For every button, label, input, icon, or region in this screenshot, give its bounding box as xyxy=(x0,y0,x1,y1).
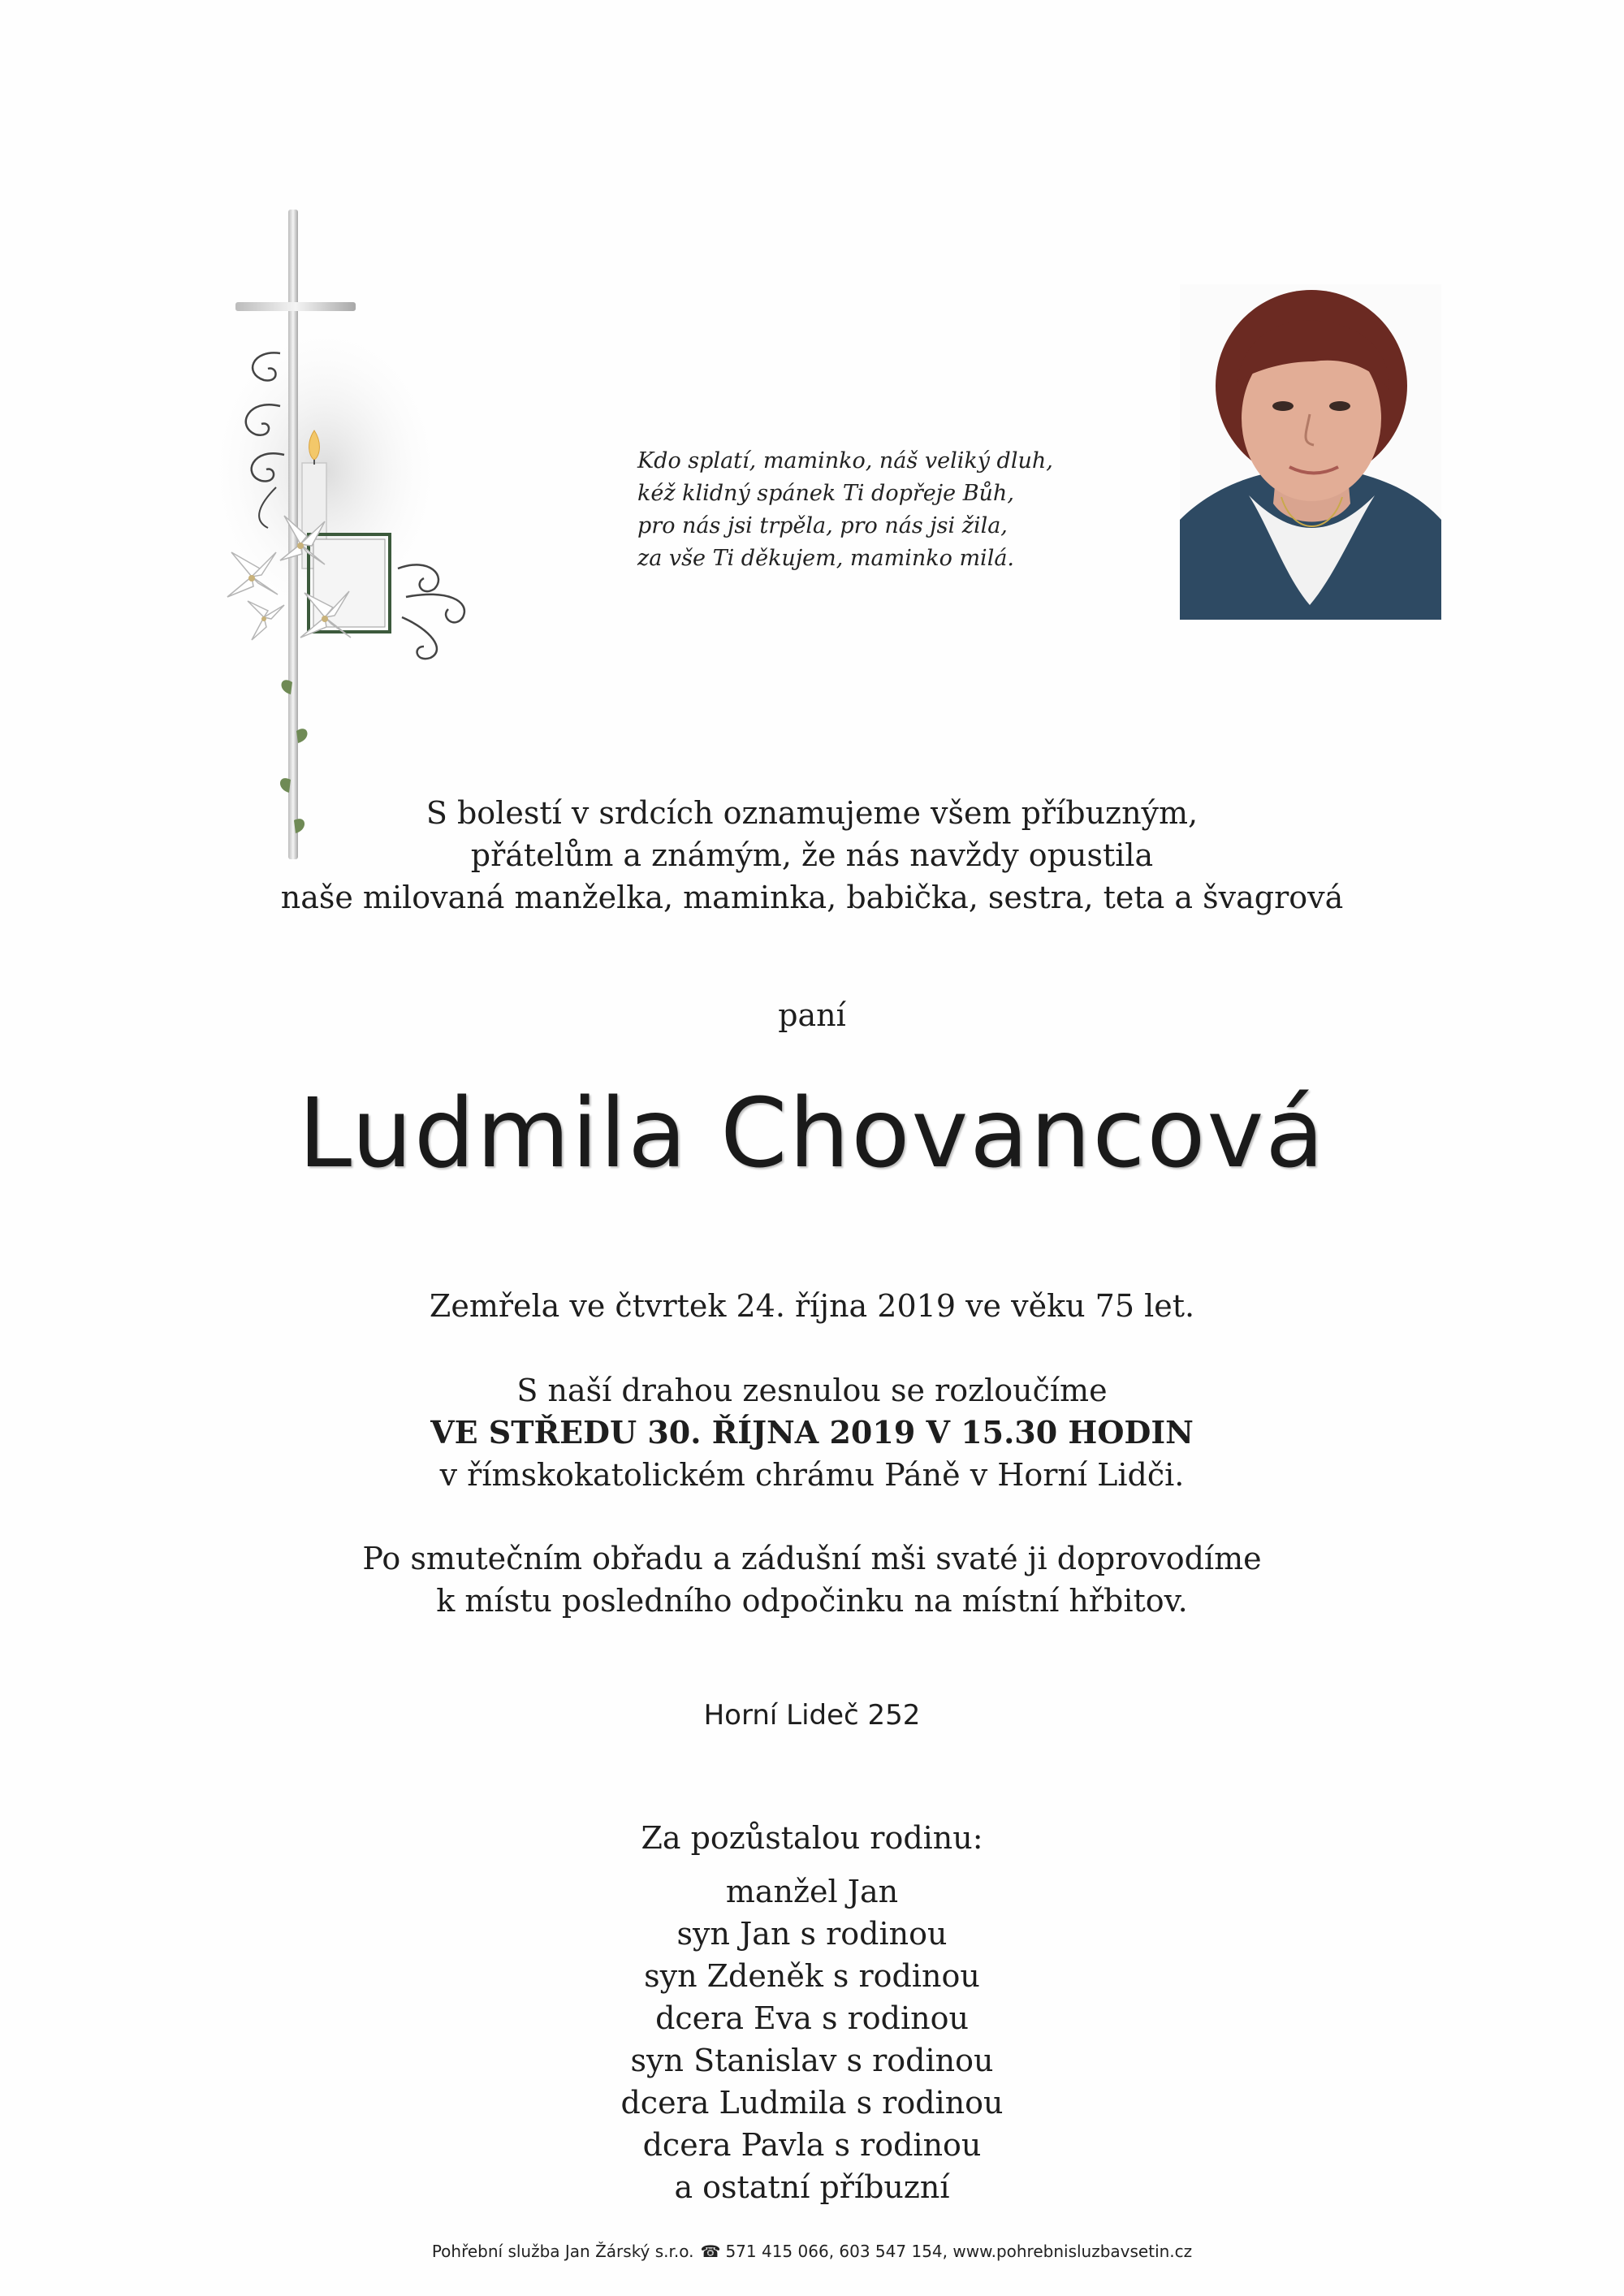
address: Horní Lideč 252 xyxy=(703,1699,921,1732)
poem-line: kéž klidný spánek Ti dopřeje Bůh, xyxy=(637,481,1014,506)
family-member: manžel Jan xyxy=(725,1874,899,1909)
family-member: syn Zdeněk s rodinou xyxy=(644,1958,980,1994)
poem-line: Kdo splatí, maminko, náš veliký dluh, xyxy=(637,448,1053,473)
announcement-intro xyxy=(0,792,1624,919)
family-member: a ostatní příbuzní xyxy=(674,2169,950,2205)
cross-candle-lilies-icon xyxy=(203,195,512,877)
ceremony-info xyxy=(0,1369,1624,1496)
family-member: dcera Pavla s rodinou xyxy=(642,2127,982,2163)
burial-line: k místu posledního odpočinku na místní hřbitov. xyxy=(436,1583,1188,1619)
deceased-name: Ludmila Chovancová xyxy=(298,1077,1326,1189)
portrait-photo xyxy=(1180,284,1441,620)
family-list xyxy=(0,1870,1624,2208)
intro-line: S bolestí v srdcích oznamujeme všem příbuzným, xyxy=(425,795,1199,831)
footer-contacts: 571 415 066, 603 547 154, www.pohrebnisluzbavsetin.cz xyxy=(725,2242,1193,2261)
family-member: syn Jan s rodinou xyxy=(676,1916,948,1952)
family-heading: Za pozůstalou rodinu: xyxy=(641,1820,983,1856)
memorial-poem xyxy=(637,445,1092,575)
intro-line: přátelům a známým, že nás navždy opustila xyxy=(470,837,1154,873)
footer-company: Pohřební služba Jan Žárský s.r.o. xyxy=(431,2242,694,2261)
family-member: dcera Ludmila s rodinou xyxy=(620,2085,1004,2121)
family-member: dcera Eva s rodinou xyxy=(655,2000,969,2036)
honorific: paní xyxy=(778,997,846,1033)
death-date-line: Zemřela ve čtvrtek 24. října 2019 ve věku 75 let. xyxy=(429,1288,1195,1324)
burial-line: Po smutečním obřadu a zádušní mši svaté ji doprovodíme xyxy=(362,1541,1262,1576)
poem-line: pro nás jsi trpěla, pro nás jsi žila, xyxy=(637,513,1008,538)
family-member: syn Stanislav s rodinou xyxy=(630,2043,994,2078)
ceremony-datetime: VE STŘEDU 30. ŘÍJNA 2019 V 15.30 HODIN xyxy=(430,1414,1194,1451)
intro-line: naše milovaná manželka, maminka, babička, sestra, teta a švagrová xyxy=(280,880,1344,915)
funeral-service-footer xyxy=(0,2240,1624,2263)
phone-icon: ☎ xyxy=(700,2242,721,2261)
burial-info xyxy=(0,1537,1624,1622)
ceremony-line: S naší drahou zesnulou se rozloučíme xyxy=(516,1373,1108,1408)
poem-line: za vše Ti děkujem, maminko milá. xyxy=(637,546,1015,571)
ceremony-location: v římskokatolickém chrámu Páně v Horní Lidči. xyxy=(439,1457,1185,1493)
